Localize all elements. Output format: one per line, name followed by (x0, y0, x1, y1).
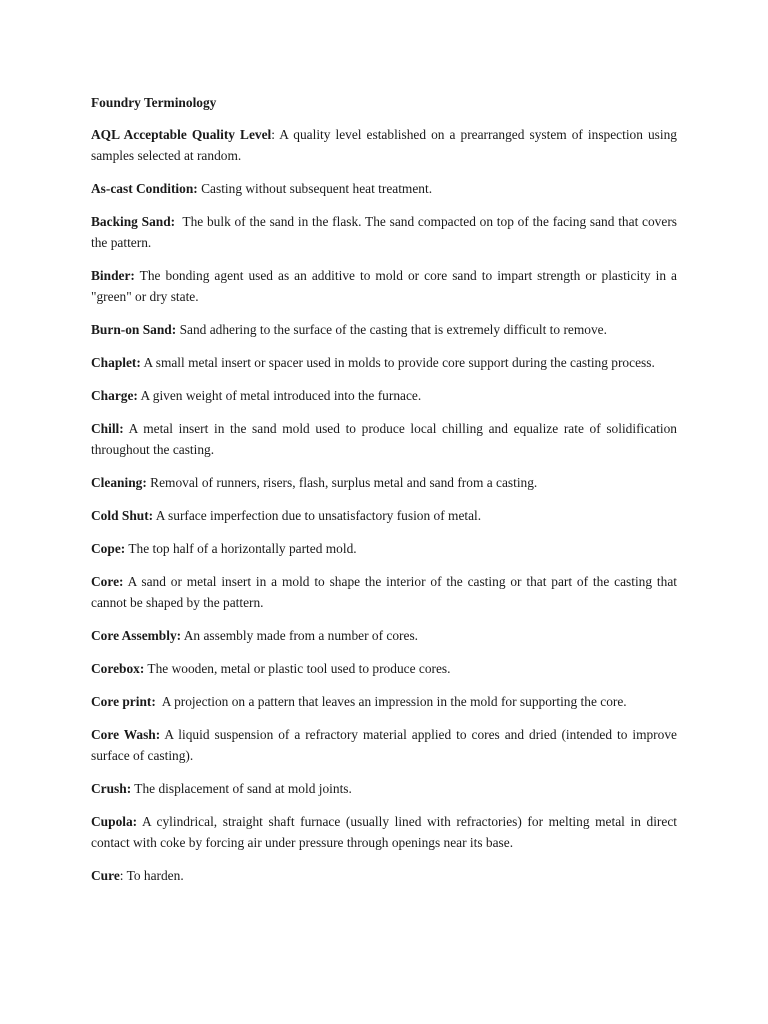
glossary-entry (91, 211, 681, 253)
glossary-entry (91, 538, 677, 559)
glossary-entry (91, 319, 677, 340)
glossary-entry (91, 178, 677, 199)
glossary-term: Cold Shut: (91, 508, 154, 523)
glossary-term: Chaplet: (91, 355, 141, 370)
glossary-entry (91, 778, 677, 799)
glossary-term: Chill: (91, 421, 124, 436)
glossary-entry (91, 505, 677, 526)
glossary-term: Backing Sand: (91, 214, 176, 229)
glossary-definition: A sand or metal insert in a mold to shape the interior of the casting or that part of the casting that cannot be shaped by the pattern. (91, 574, 681, 610)
glossary-term: Binder: (91, 268, 135, 283)
glossary-term: Core print: (91, 694, 156, 709)
glossary-entry (91, 352, 677, 373)
glossary-definition: Sand adhering to the surface of the casting that is extremely difficult to remove. (176, 322, 607, 337)
glossary-definition: The bulk of the sand in the flask. The sand compacted on top of the facing sand that covers the pattern. (91, 214, 681, 250)
glossary-term: Cupola: (91, 814, 138, 829)
glossary-entry (91, 625, 677, 646)
glossary-definition: A given weight of metal introduced into the furnace. (137, 388, 422, 403)
glossary-entry (91, 724, 681, 766)
glossary-term: Cure (91, 868, 120, 883)
glossary-definition: A surface imperfection due to unsatisfactory fusion of metal. (153, 508, 482, 523)
glossary-definition: Removal of runners, risers, flash, surplus metal and sand from a casting. (146, 475, 538, 490)
glossary-term: Charge: (91, 388, 138, 403)
glossary-term: Cleaning: (91, 475, 147, 490)
glossary-term: Crush: (91, 781, 132, 796)
glossary-term: Core Assembly: (91, 628, 182, 643)
document-page (91, 92, 681, 898)
glossary-definition: To harden. (123, 868, 184, 883)
glossary-term: Burn-on Sand: (91, 322, 177, 337)
glossary-term-separator: : (119, 868, 124, 883)
glossary-definition: A metal insert in the sand mold used to produce local chilling and equalize rate of solidification throughout the casting. (91, 421, 681, 457)
document-title: Foundry Terminology (91, 95, 217, 110)
glossary-definition: A liquid suspension of a refractory material applied to cores and dried (intended to improve surface of casting). (91, 727, 681, 763)
glossary-definition: A projection on a pattern that leaves an impression in the mold for supporting the core. (155, 694, 627, 709)
glossary-definition: The wooden, metal or plastic tool used to produce cores. (144, 661, 451, 676)
glossary-definition: The bonding agent used as an additive to mold or core sand to impart strength or plasticity in a "green" or dry state. (91, 268, 681, 304)
glossary-entry (91, 124, 681, 166)
glossary-definition: A cylindrical, straight shaft furnace (usually lined with refractories) for melting metal in direct contact with coke by forcing air under pressure through openings near its base. (91, 814, 681, 850)
glossary-entry (91, 691, 677, 712)
glossary-entry (91, 811, 681, 853)
glossary-list (91, 124, 681, 886)
glossary-term: As-cast Condition: (91, 181, 198, 196)
glossary-definition: A small metal insert or spacer used in molds to provide core support during the casting process. (140, 355, 655, 370)
glossary-entry (91, 385, 677, 406)
glossary-entry (91, 265, 681, 307)
glossary-entry (91, 472, 677, 493)
glossary-term-separator: : (271, 127, 275, 142)
glossary-definition: A quality level established on a prearranged system of inspection using samples selected at random. (91, 127, 681, 163)
glossary-definition: The displacement of sand at mold joints. (131, 781, 352, 796)
glossary-entry (91, 571, 681, 613)
glossary-term: AQL Acceptable Quality Level (91, 127, 272, 142)
glossary-term: Corebox: (91, 661, 145, 676)
glossary-term: Core: (91, 574, 124, 589)
glossary-term: Core Wash: (91, 727, 161, 742)
glossary-term: Cope: (91, 541, 126, 556)
glossary-definition: Casting without subsequent heat treatment. (197, 181, 433, 196)
glossary-entry (91, 658, 677, 679)
glossary-definition: The top half of a horizontally parted mold. (125, 541, 357, 556)
glossary-definition: An assembly made from a number of cores. (181, 628, 419, 643)
glossary-entry (91, 418, 681, 460)
glossary-entry (91, 865, 677, 886)
